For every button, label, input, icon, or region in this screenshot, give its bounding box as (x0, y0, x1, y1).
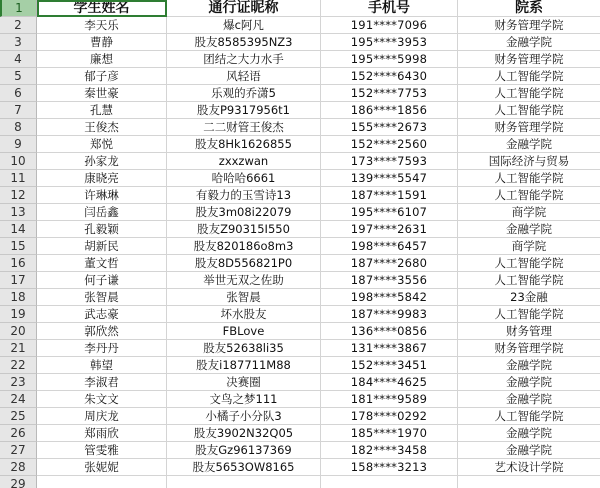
table-row (0, 391, 600, 408)
row-header[interactable]: 15 (0, 238, 37, 255)
cell-phone[interactable] (321, 476, 458, 488)
cell-department[interactable]: 财务管理 (458, 323, 600, 340)
cell-phone[interactable]: 158****3213 (321, 459, 458, 476)
cell-phone[interactable]: 198****5842 (321, 289, 458, 306)
table-row (0, 136, 600, 153)
cell-student-name[interactable] (37, 476, 167, 488)
row-header[interactable]: 8 (0, 119, 37, 136)
table-row (0, 442, 600, 459)
cell-phone[interactable]: 198****6457 (321, 238, 458, 255)
row-header[interactable]: 21 (0, 340, 37, 357)
row-header-1[interactable]: 1 (0, 0, 37, 17)
row-header[interactable]: 13 (0, 204, 37, 221)
cell-d1-header-department[interactable]: 院系 (458, 0, 600, 17)
cell-phone[interactable]: 184****4625 (321, 374, 458, 391)
cell-student-name[interactable]: 周庆龙 (37, 408, 167, 425)
table-row (0, 289, 600, 306)
cell-student-name[interactable]: 郑雨欣 (37, 425, 167, 442)
cell-student-name[interactable]: 王俊杰 (37, 119, 167, 136)
row-header[interactable]: 22 (0, 357, 37, 374)
cell-student-name[interactable]: 管雯雅 (37, 442, 167, 459)
row-header[interactable]: 20 (0, 323, 37, 340)
row-header[interactable]: 16 (0, 255, 37, 272)
row-header[interactable]: 28 (0, 459, 37, 476)
table-row (0, 68, 600, 85)
cell-nickname[interactable]: 股友Gz96137369 (167, 442, 321, 459)
cell-phone[interactable]: 187****2680 (321, 255, 458, 272)
cell-department[interactable] (458, 476, 600, 488)
cell-department[interactable]: 商学院 (458, 238, 600, 255)
cell-nickname[interactable]: 哈哈哈6661 (167, 170, 321, 187)
row-header[interactable]: 26 (0, 425, 37, 442)
cell-c1-header-phone[interactable]: 手机号 (321, 0, 458, 17)
cell-phone[interactable]: 185****1970 (321, 425, 458, 442)
cell-nickname[interactable]: 举世无双之佐助 (167, 272, 321, 289)
cell-nickname[interactable]: 股友8585395NZ3 (167, 34, 321, 51)
cell-nickname[interactable] (167, 476, 321, 488)
cell-student-name[interactable]: 张智晨 (37, 289, 167, 306)
cell-phone[interactable]: 131****3867 (321, 340, 458, 357)
cell-department[interactable]: 金融学院 (458, 374, 600, 391)
table-row (0, 272, 600, 289)
table-row (0, 187, 600, 204)
cell-nickname[interactable]: 风轻语 (167, 68, 321, 85)
table-row (0, 357, 600, 374)
cell-nickname[interactable]: 股友P9317956t1 (167, 102, 321, 119)
cell-student-name[interactable]: 李天乐 (37, 17, 167, 34)
cell-phone[interactable]: 139****5547 (321, 170, 458, 187)
cell-department[interactable]: 商学院 (458, 204, 600, 221)
row-header[interactable]: 11 (0, 170, 37, 187)
cell-department[interactable]: 人工智能学院 (458, 68, 600, 85)
cell-department[interactable]: 人工智能学院 (458, 408, 600, 425)
cell-phone[interactable]: 197****2631 (321, 221, 458, 238)
cell-phone[interactable]: 191****7096 (321, 17, 458, 34)
cell-student-name[interactable]: 武志豪 (37, 306, 167, 323)
cell-phone[interactable]: 182****3458 (321, 442, 458, 459)
row-header[interactable]: 24 (0, 391, 37, 408)
cell-department[interactable]: 人工智能学院 (458, 170, 600, 187)
cell-student-name[interactable]: 李丹丹 (37, 340, 167, 357)
row-header[interactable]: 18 (0, 289, 37, 306)
row-header[interactable]: 5 (0, 68, 37, 85)
table-row (0, 306, 600, 323)
cell-department[interactable]: 人工智能学院 (458, 85, 600, 102)
table-row (0, 476, 600, 488)
cell-student-name[interactable]: 廉想 (37, 51, 167, 68)
cell-department[interactable]: 金融学院 (458, 425, 600, 442)
table-row (0, 204, 600, 221)
table-row (0, 17, 600, 34)
cell-nickname[interactable]: 股友5653OW8165 (167, 459, 321, 476)
cell-department[interactable]: 金融学院 (458, 357, 600, 374)
table-row (0, 153, 600, 170)
row-header[interactable]: 7 (0, 102, 37, 119)
cell-a1-header-name[interactable]: 学生姓名 (37, 0, 167, 17)
cell-nickname[interactable]: 决赛圈 (167, 374, 321, 391)
cell-department[interactable]: 人工智能学院 (458, 187, 600, 204)
cell-department[interactable]: 财务管理学院 (458, 119, 600, 136)
row-header[interactable]: 4 (0, 51, 37, 68)
header-row (0, 0, 600, 17)
table-row (0, 170, 600, 187)
cell-department[interactable]: 金融学院 (458, 34, 600, 51)
cell-student-name[interactable]: 李淑君 (37, 374, 167, 391)
cell-nickname[interactable]: 爆c阿凡 (167, 17, 321, 34)
cell-department[interactable]: 23金融 (458, 289, 600, 306)
cell-nickname[interactable]: 股友8D556821P0 (167, 255, 321, 272)
cell-b1-header-nickname[interactable]: 通行证昵称 (167, 0, 321, 17)
table-row (0, 51, 600, 68)
cell-student-name[interactable]: 董文哲 (37, 255, 167, 272)
row-header[interactable]: 29 (0, 476, 37, 488)
cell-phone[interactable]: 152****3451 (321, 357, 458, 374)
cell-nickname[interactable]: 股友Z90315I550 (167, 221, 321, 238)
cell-nickname[interactable]: 文鸟之梦111 (167, 391, 321, 408)
cell-phone[interactable]: 195****6107 (321, 204, 458, 221)
cell-nickname[interactable]: 股友3m08i22079 (167, 204, 321, 221)
cell-nickname[interactable]: 股友i187711M88 (167, 357, 321, 374)
cell-student-name[interactable]: 孙家龙 (37, 153, 167, 170)
cell-department[interactable]: 财务管理学院 (458, 340, 600, 357)
cell-nickname[interactable]: 张智晨 (167, 289, 321, 306)
cell-nickname[interactable]: 二二财管王俊杰 (167, 119, 321, 136)
table-row (0, 408, 600, 425)
cell-nickname[interactable]: FBLove (167, 323, 321, 340)
cell-student-name[interactable]: 闫岳鑫 (37, 204, 167, 221)
cell-nickname[interactable]: 股友3902N32Q05 (167, 425, 321, 442)
cell-department[interactable]: 人工智能学院 (458, 272, 600, 289)
cell-nickname[interactable]: 股友820186o8m3 (167, 238, 321, 255)
cell-student-name[interactable]: 韩望 (37, 357, 167, 374)
cell-phone[interactable]: 178****0292 (321, 408, 458, 425)
cell-student-name[interactable]: 张妮妮 (37, 459, 167, 476)
cell-student-name[interactable]: 胡新民 (37, 238, 167, 255)
row-header[interactable]: 19 (0, 306, 37, 323)
cell-student-name[interactable]: 秦世豪 (37, 85, 167, 102)
cell-phone[interactable]: 186****1856 (321, 102, 458, 119)
cell-nickname[interactable]: 乐观的乔潇5 (167, 85, 321, 102)
cell-nickname[interactable]: 有毅力的玉雪诗13 (167, 187, 321, 204)
cell-phone[interactable]: 187****9983 (321, 306, 458, 323)
row-header[interactable]: 10 (0, 153, 37, 170)
table-row (0, 85, 600, 102)
cell-phone[interactable]: 181****9589 (321, 391, 458, 408)
cell-phone[interactable]: 195****3953 (321, 34, 458, 51)
table-row (0, 340, 600, 357)
row-header[interactable]: 12 (0, 187, 37, 204)
cell-department[interactable]: 金融学院 (458, 391, 600, 408)
cell-phone[interactable]: 187****1591 (321, 187, 458, 204)
table-row (0, 221, 600, 238)
table-row (0, 425, 600, 442)
row-header[interactable]: 23 (0, 374, 37, 391)
cell-student-name[interactable]: 曹静 (37, 34, 167, 51)
cell-department[interactable]: 财务管理学院 (458, 17, 600, 34)
cell-student-name[interactable]: 何子谦 (37, 272, 167, 289)
cell-student-name[interactable]: 孔慧 (37, 102, 167, 119)
table-row (0, 238, 600, 255)
table-row (0, 119, 600, 136)
cell-department[interactable]: 人工智能学院 (458, 255, 600, 272)
table-row (0, 323, 600, 340)
cell-student-name[interactable]: 康晓亮 (37, 170, 167, 187)
table-row (0, 374, 600, 391)
table-row (0, 255, 600, 272)
cell-student-name[interactable]: 郭欣然 (37, 323, 167, 340)
cell-phone[interactable]: 187****3556 (321, 272, 458, 289)
cell-nickname[interactable]: 股友8Hk1626855 (167, 136, 321, 153)
cell-department[interactable]: 金融学院 (458, 221, 600, 238)
cell-department[interactable]: 人工智能学院 (458, 306, 600, 323)
cell-nickname[interactable]: zxxzwan (167, 153, 321, 170)
cell-department[interactable]: 艺术设计学院 (458, 459, 600, 476)
cell-nickname[interactable]: 股友52638li35 (167, 340, 321, 357)
cell-phone[interactable]: 155****2673 (321, 119, 458, 136)
cell-department[interactable]: 国际经济与贸易 (458, 153, 600, 170)
cell-student-name[interactable]: 许琳琳 (37, 187, 167, 204)
row-header[interactable]: 25 (0, 408, 37, 425)
row-header[interactable]: 14 (0, 221, 37, 238)
cell-phone[interactable]: 152****2560 (321, 136, 458, 153)
cell-department[interactable]: 金融学院 (458, 442, 600, 459)
cell-phone[interactable]: 152****6430 (321, 68, 458, 85)
cell-student-name[interactable]: 孔毅颖 (37, 221, 167, 238)
row-header[interactable]: 17 (0, 272, 37, 289)
cell-nickname[interactable]: 小橘子小分队3 (167, 408, 321, 425)
cell-phone[interactable]: 152****7753 (321, 85, 458, 102)
row-header[interactable]: 3 (0, 34, 37, 51)
cell-department[interactable]: 金融学院 (458, 136, 600, 153)
cell-student-name[interactable]: 朱文文 (37, 391, 167, 408)
row-header[interactable]: 9 (0, 136, 37, 153)
cell-nickname[interactable]: 坏水股友 (167, 306, 321, 323)
cell-phone[interactable]: 136****0856 (321, 323, 458, 340)
cell-student-name[interactable]: 郑悦 (37, 136, 167, 153)
row-header[interactable]: 2 (0, 17, 37, 34)
cell-phone[interactable]: 195****5998 (321, 51, 458, 68)
table-row (0, 102, 600, 119)
cell-student-name[interactable]: 郁子彦 (37, 68, 167, 85)
table-row (0, 34, 600, 51)
cell-nickname[interactable]: 团结之大力水手 (167, 51, 321, 68)
row-header[interactable]: 27 (0, 442, 37, 459)
cell-department[interactable]: 人工智能学院 (458, 102, 600, 119)
table-row (0, 459, 600, 476)
cell-phone[interactable]: 173****7593 (321, 153, 458, 170)
row-header[interactable]: 6 (0, 85, 37, 102)
cell-department[interactable]: 财务管理学院 (458, 51, 600, 68)
